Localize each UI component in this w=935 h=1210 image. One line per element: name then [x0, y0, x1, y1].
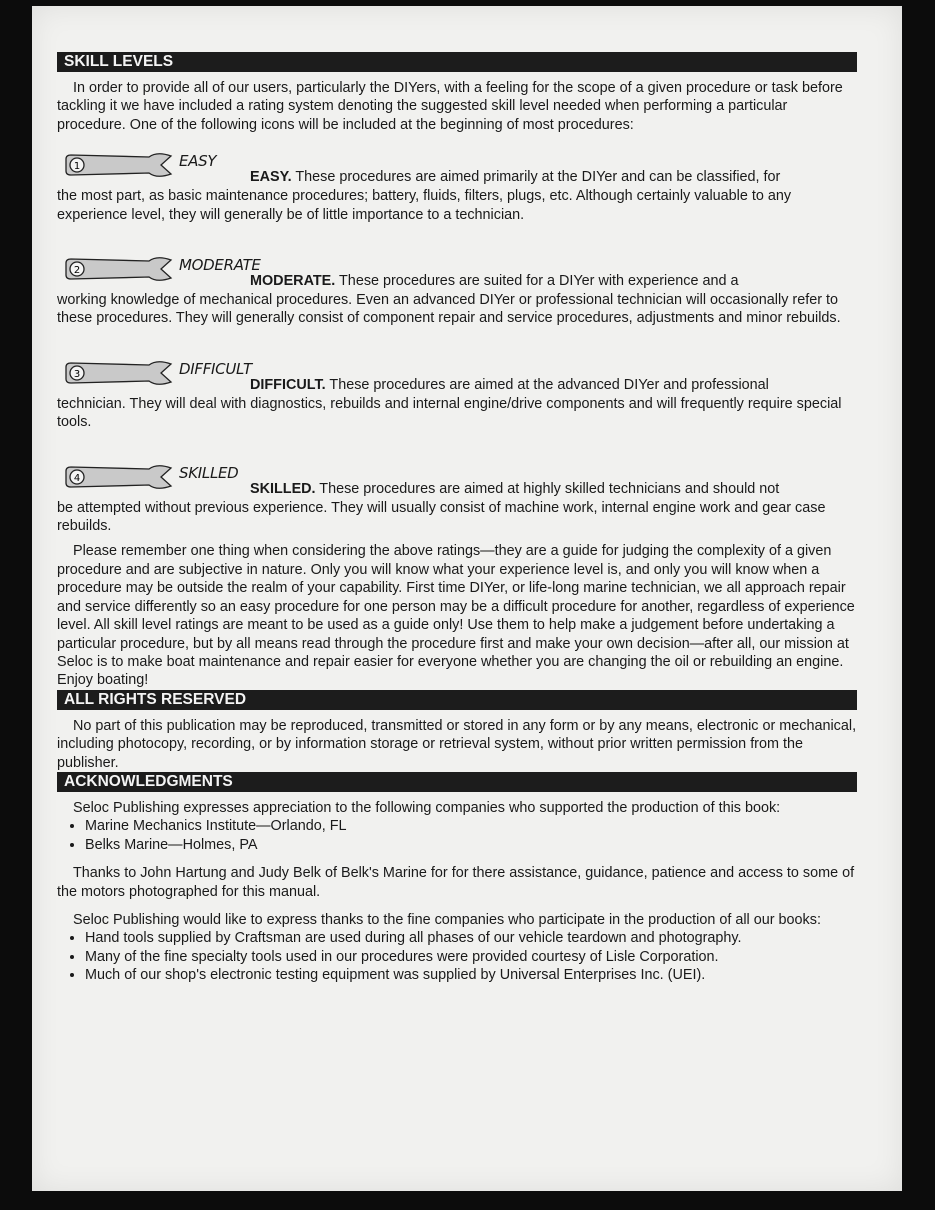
list-item: • Much of our shop's electronic testing equipment was supplied by Universal Enterprises Inc. (UEI). [85, 966, 857, 984]
section-heading-skill-levels: SKILL LEVELS [57, 52, 857, 72]
skill-level-difficult [57, 358, 857, 395]
document-body [57, 52, 857, 985]
list-item: • Marine Mechanics Institute—Orlando, FL [85, 817, 857, 835]
level-icon-label: SKILLED [179, 463, 239, 482]
level-icon-label: DIFFICULT [179, 359, 252, 378]
level-first-line: These procedures are aimed at the advanced DIYer and professional [325, 376, 769, 393]
company-list [57, 817, 857, 854]
rights-text: No part of this publication may be reproduced, transmitted or stored in any form or by any means, electronic or mechanical, including photocopy, recording, or by information storage or retrieval system, without prior written permission from the publisher. [57, 717, 857, 771]
level-title: MODERATE. [250, 273, 336, 290]
skill-level-difficult-text: technician. They will deal with diagnostics, rebuilds and internal engine/drive components and will frequently require special tools. [57, 395, 842, 431]
skill-level-skilled [57, 462, 857, 499]
level-icon-label: EASY [179, 152, 217, 171]
acknowledgments-intro: Seloc Publishing expresses appreciation to the following companies who supported the production of this book: [73, 799, 781, 816]
level-number: 1 [73, 161, 81, 173]
level-first-line: These procedures are aimed primarily at the DIYer and can be classified, for [291, 169, 781, 186]
tool-supplier-list [57, 929, 857, 984]
skill-level-easy-text: the most part, as basic maintenance procedures; battery, fluids, filters, plugs, etc. Although certainly valuable to any experience level, they will generally be of little importance to a technician. [57, 188, 792, 223]
skill-level-easy [57, 150, 857, 187]
wrench-icon [63, 360, 183, 386]
skill-level-moderate-text: working knowledge of mechanical procedures. Even an advanced DIYer or professional technician will occasionally refer to these procedures. They will generally consist of component repair and service procedures, adjustments and minor rebuilds. [57, 292, 841, 327]
level-first-line: These procedures are aimed at highly skilled technicians and should not [315, 480, 780, 497]
wrench-icon [63, 464, 183, 490]
list-item: • Many of the fine specialty tools used in our procedures were provided courtesy of Lisle Corporation. [85, 948, 857, 966]
level-number: 4 [73, 472, 81, 484]
acknowledgments-thanks: Thanks to John Hartung and Judy Belk of Belk's Marine for for there assistance, guidance, patience and access to some of the motors photographed for this manual. [57, 865, 855, 900]
section-heading-acknowledgments: ACKNOWLEDGMENTS [57, 772, 857, 792]
list-item: • Hand tools supplied by Craftsman are used during all phases of our vehicle teardown and photography. [85, 929, 857, 947]
level-title: EASY. [250, 169, 292, 186]
skill-levels-closing: Please remember one thing when considering the above ratings—they are a guide for judging the complexity of a given procedure and are subjective in nature. Only you will know what your experience level is, and only you will know when a procedure may be outside the realm of your capability. First time DIYer, or life-long marine technician, we all approach repair and service differently so an easy procedure for one person may be a difficult procedure for another, regardless of experience level. All skill level ratings are meant to be used as a guide only! Use them to help make a judgement before undertaking a particular procedure, but by all means read through the procedure first and make your own decision—after all, our mission at Seloc is to make boat maintenance and repair easier for everyone whether you are changing the oil or rebuilding an engine. Enjoy boating! [57, 543, 855, 689]
section-heading-rights: ALL RIGHTS RESERVED [57, 690, 857, 710]
list-item: • Belks Marine—Holmes, PA [85, 836, 857, 854]
skill-levels-intro: In order to provide all of our users, particularly the DIYers, with a feeling for the scope of a given procedure or task before tackling it we have included a rating system denoting the suggested skill level needed when performing a particular procedure. One of the following icons will be included at the beginning of most procedures: [57, 80, 843, 133]
level-number: 2 [73, 265, 81, 277]
level-title: DIFFICULT. [250, 376, 326, 393]
skill-level-moderate [57, 254, 857, 291]
skill-level-skilled-text: be attempted without previous experience. They will usually consist of machine work, internal engine work and gear case rebuilds. [57, 499, 826, 535]
page [32, 6, 902, 1191]
wrench-icon [63, 152, 183, 178]
level-first-line: These procedures are suited for a DIYer with experience and a [335, 273, 739, 290]
level-number: 3 [73, 368, 81, 380]
level-title: SKILLED. [250, 480, 316, 497]
level-icon-label: MODERATE [179, 256, 261, 275]
acknowledgments-fine-intro: Seloc Publishing would like to express thanks to the fine companies who participate in the production of all our books: [73, 911, 821, 928]
wrench-icon [63, 256, 183, 282]
